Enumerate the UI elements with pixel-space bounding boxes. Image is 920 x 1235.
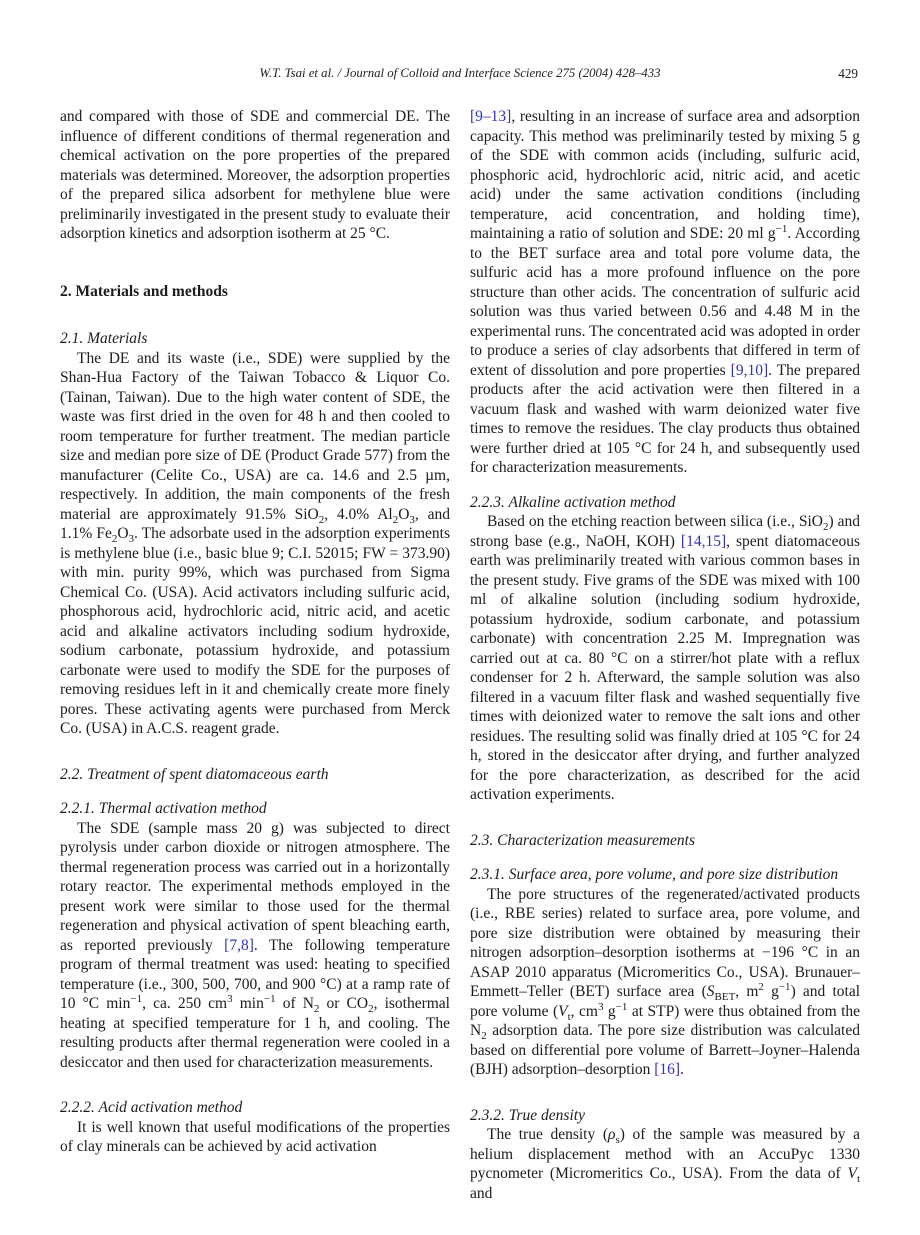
paragraph-acid-activation-continuation: [9–13], resulting in an increase of surface area and adsorption capacity. This method was preliminarily tested by mixing 5 g of the SDE with common acids (including, sulfuric acid, phosphoric acid, hydrochloric acid, nitric acid, and acetic acid) under the same activation conditions (including temperature, acid concentration, and holding time), maintaining a ratio of solution and SDE: 20 ml $g^{-1}$. According to the BET surface area and total pore volume data, the sulfuric acid has a more profound influence on the pore structure than other acids. The concentration of sulfuric acid solution was thus varied between 0.56 and 4.48 M in the experimental runs. The concentrated acid was adopted in order to produce a series of clay adsorbents that differed in term of extent of dissolution and pore properties [9,10]. The prepared products after the acid activation were then filtered in a vacuum flask and washed with warm deionized water five times to remove the residues. The clay products thus obtained were further dried at 105 °C for 24 h, and subsequently used for characterization measurements. bbox=[470, 108, 860, 476]
citation-link[interactable]: [14,15] bbox=[680, 532, 727, 550]
subsubsection-heading-surface-area: 2.3.1. Surface area, pore volume, and pore size distribution bbox=[470, 866, 839, 883]
subsubsection-heading-true-density: 2.3.2. True density bbox=[470, 1106, 585, 1124]
paragraph-alkaline-activation: Based on the etching reaction between silica (i.e., SiO$_2$) and strong base (e.g., NaOH, KOH) [14,15], spent diatomaceous earth was preliminarily treated with various common bases in the present study. Five grams of the SDE was mixed with 100 ml of alkaline solution (including sodium hydroxide, potassium hydroxide, sodium carbonate, and potassium carbonate) with concentration 2.25 M. Impregnation was carried out at ca. 80 °C on a stirrer/hot plate with a reflux condenser for 2 h. Afterward, the sample solution was also filtered in a vacuum filter flask and washed sequentially five times with deionized water to remove the salt ions and other residues. The resulting solid was finally dried at 105 °C for 24 h, stored in the desiccator after drying, and further analyzed for the pore characterization, as described for the acid activation experiments. bbox=[470, 513, 861, 803]
paragraph-materials: The DE and its waste (i.e., SDE) were supplied by the Shan-Hua Factory of the Taiwan Tobacco & Liquor Co. (Tainan, Taiwan). Due to the high water content of SDE, the waste was first dried in the oven for 48 h and then cooled to room temperature for further treatment. The median particle size and median pore size of DE (Product Grade 577) from the manufacturer (Celite Co., USA) are ca. 14.6 and 2.5 µm, respectively. In addition, the main components of the fresh material are approximately 91.5% SiO$_2$, 4.0% $Al_2O_3$, and 1.1% $Fe_2O_3$. The adsorbate used in the adsorption experiments is methylene blue (i.e., basic blue 9; C.I. 52015; FW = 373.90) with min. purity 99%, which was purchased from Sigma Chemical Co. (USA). Acid activators including sulfuric acid, phosphorous acid, hydrochloric acid, nitric acid, and acetic acid and alkaline activators including sodium hydroxide, sodium carbonate, potassium hydroxide, and potassium carbonate were used to modify the SDE for the purposes of removing residues left in it and chemically create more finely pores. These activating agents were purchased from Merck Co. (USA) in A.C.S. reagent grade. bbox=[60, 349, 450, 737]
left-column bbox=[60, 107, 450, 1203]
subsubsection-heading-acid-activation: 2.2.2. Acid activation method bbox=[60, 1099, 243, 1116]
citation-link[interactable]: [9,10] bbox=[730, 361, 769, 379]
paragraph-acid-activation: It is well known that useful modifications of the properties of clay minerals can be achieved by acid activation bbox=[60, 1118, 450, 1155]
subsubsection-heading-thermal-activation: 2.2.1. Thermal activation method bbox=[60, 800, 267, 817]
paragraph-thermal-activation: The SDE (sample mass 20 g) was subjected to direct pyrolysis under carbon dioxide or nitrogen atmosphere. The thermal regeneration process was carried out in a horizontally rotary reactor. The experimental methods employed in the present work were similar to those used for the thermal regeneration and physical activation of spent bleaching earth, as reported previously [7,8]. The following temperature program of thermal treatment was used: heating to specified temperature (i.e., 300, 500, 700, and 900 °C) at a ramp rate of 10 °C $\min^{-1}$, ca. 250 $cm^3$ $\min^{-1}$ of $N_2$ or $CO_2$, isothermal heating at specified temperature for 1 h, and cooling. The resulting products after thermal regeneration were cooled in a desiccator and then used for characterization measurements. bbox=[60, 819, 450, 1071]
citation-link[interactable]: [7,8] bbox=[224, 936, 254, 954]
running-head: W.T. Tsai et al. / Journal of Colloid and Interface Science 275 (2004) 428–433 bbox=[259, 66, 661, 80]
paragraph-intro-continuation: and compared with those of SDE and commercial DE. The influence of different conditions of thermal regeneration and chemical activation on the pore properties of the prepared materials was determined. Moreover, the adsorption properties of the prepared silica adsorbent for methylene blue were preliminarily investigated in the present study to evaluate their adsorption kinetics and adsorption isotherm at 25 °C. bbox=[60, 108, 450, 242]
subsubsection-heading-alkaline-activation: 2.2.3. Alkaline activation method bbox=[470, 493, 676, 511]
page-header bbox=[60, 66, 860, 81]
article-body bbox=[60, 107, 860, 1203]
citation-link[interactable]: [16] bbox=[654, 1061, 681, 1078]
subsection-heading-materials: 2.1. Materials bbox=[60, 330, 148, 347]
right-column bbox=[470, 107, 860, 1203]
page-number: 429 bbox=[838, 66, 858, 81]
subsection-heading-characterization: 2.3. Characterization measurements bbox=[470, 831, 696, 849]
subsection-heading-treatment-sde: 2.2. Treatment of spent diatomaceous earth bbox=[60, 765, 329, 783]
citation-link[interactable]: [9–13] bbox=[470, 108, 512, 125]
paragraph-true-density: The true density $(\rho_s)$ of the sample was measured by a helium displacement method with an AccuPyc 1330 pycnometer (Micromeritics Co., USA). From the data of $V_t$ and bbox=[470, 1126, 860, 1202]
section-heading-materials-and-methods: 2. Materials and methods bbox=[60, 282, 228, 300]
paragraph-surface-area: The pore structures of the regenerated/activated products (i.e., RBE series) related to surface area, pore volume, and pore size distribution were obtained by measuring their nitrogen adsorption–desorption isotherms at −196 °C in an ASAP 2010 apparatus (Micromeritics Co., USA). Brunauer–Emmett–Teller (BET) surface area ($S_{BET}$, $m^2$ $g^{-1}$) and total pore volume ($V_t$, $cm^3$ $g^{-1}$ at STP) were thus obtained from the $N_2$ adsorption data. The pore size distribution was calculated based on differential pore volume of Barrett–Joyner–Halenda (BJH) adsorption–desorption [16]. bbox=[470, 885, 861, 1078]
